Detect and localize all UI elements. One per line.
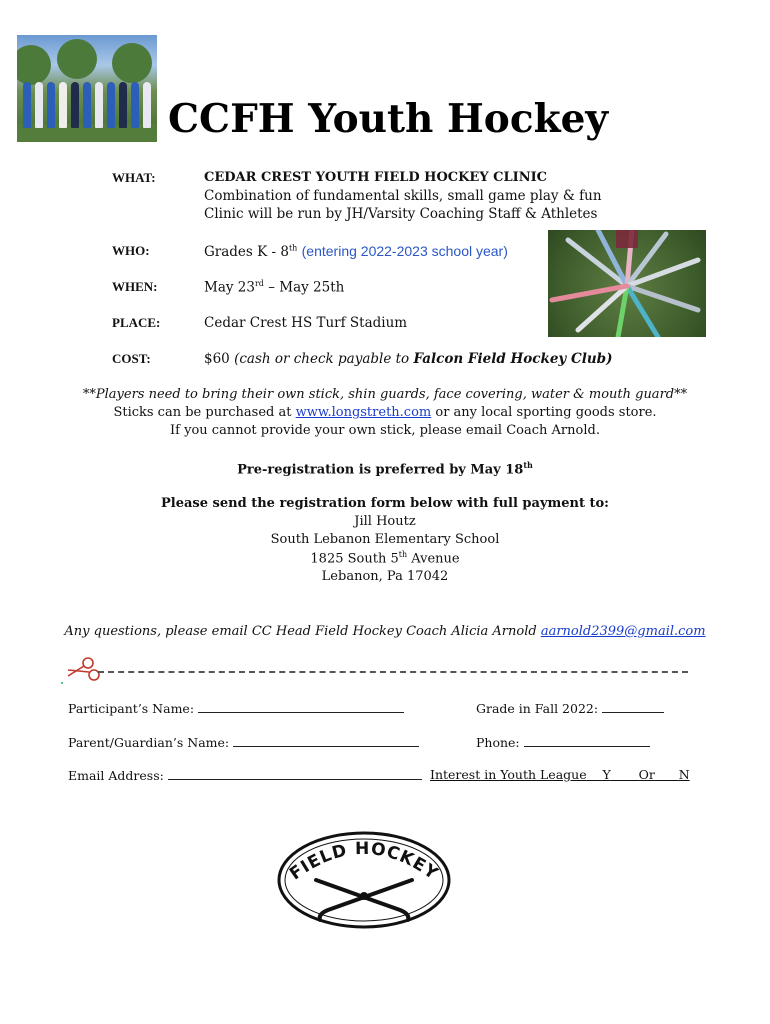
guardian-name-label: Parent/Guardian’s Name: bbox=[68, 735, 230, 750]
who-value bbox=[204, 243, 508, 260]
who-note: (entering 2022-2023 school year) bbox=[301, 243, 508, 259]
phone-label: Phone: bbox=[476, 735, 520, 750]
clinic-name: CEDAR CREST YOUTH FIELD HOCKEY CLINIC bbox=[204, 170, 548, 185]
recipient-school: South Lebanon Elementary School bbox=[270, 532, 500, 547]
cost-label: COST: bbox=[112, 351, 151, 366]
coach-email-link[interactable]: aarnold2399@gmail.com bbox=[540, 624, 706, 639]
player-figure bbox=[59, 82, 67, 128]
who-label: WHO: bbox=[112, 243, 150, 258]
logo-text: FIELD HOCKEY bbox=[286, 838, 442, 885]
sticks-photo bbox=[548, 230, 706, 337]
participant-name-blank[interactable] bbox=[198, 700, 404, 713]
guardian-name-row bbox=[68, 734, 419, 750]
phone-row bbox=[476, 734, 650, 750]
place-label: PLACE: bbox=[112, 315, 161, 330]
email-blank[interactable] bbox=[168, 767, 422, 780]
recipient-street bbox=[0, 550, 770, 566]
cut-line bbox=[98, 671, 688, 673]
grade-label: Grade in Fall 2022: bbox=[476, 701, 599, 716]
who-sup: th bbox=[288, 243, 298, 253]
contact-text: Any questions, please email CC Head Field Hockey Coach Alicia Arnold bbox=[64, 624, 541, 639]
player-figure bbox=[95, 82, 103, 128]
interest-label: Interest in Youth League bbox=[430, 767, 587, 782]
when-label: WHEN: bbox=[112, 279, 158, 294]
when-end: – May 25th bbox=[263, 279, 345, 296]
sticks-suffix: or any local sporting goods store. bbox=[431, 405, 657, 420]
cost-value bbox=[204, 351, 612, 367]
when-sup: rd bbox=[254, 279, 264, 288]
tree-shape bbox=[57, 39, 97, 79]
street-prefix: 1825 South 5 bbox=[310, 551, 399, 567]
cost-note: (cash or check payable to bbox=[234, 351, 414, 367]
player-figure bbox=[83, 82, 91, 128]
cost-amount: $60 bbox=[204, 351, 235, 367]
grade-row bbox=[476, 700, 664, 716]
no-stick-note: If you cannot provide your own stick, please email Coach Arnold. bbox=[170, 423, 600, 438]
phone-blank[interactable] bbox=[524, 734, 650, 747]
sticks-illustration bbox=[548, 230, 706, 337]
team-photo bbox=[17, 35, 157, 142]
what-label: WHAT: bbox=[112, 170, 156, 185]
interest-or: Or bbox=[638, 767, 655, 782]
recipient-name: Jill Houtz bbox=[354, 514, 416, 529]
email-label: Email Address: bbox=[68, 768, 164, 783]
prereg-note bbox=[0, 460, 770, 477]
street-sup: th bbox=[398, 550, 408, 559]
player-figure bbox=[143, 82, 151, 128]
longstreth-link[interactable]: www.longstreth.com bbox=[295, 405, 432, 420]
clinic-description: Combination of fundamental skills, small game play & fun bbox=[204, 188, 602, 204]
prereg-sup: th bbox=[523, 460, 533, 470]
scissors-icon bbox=[60, 656, 100, 684]
sticks-prefix: Sticks can be purchased at bbox=[113, 405, 296, 420]
field-hockey-logo bbox=[276, 830, 452, 930]
tree-shape bbox=[112, 43, 152, 83]
when-start: May 23 bbox=[204, 279, 255, 296]
page-title: CCFH Youth Hockey bbox=[168, 96, 609, 142]
player-figure bbox=[119, 82, 127, 128]
sticks-note bbox=[0, 405, 770, 420]
tree-shape bbox=[17, 45, 51, 85]
when-value bbox=[204, 279, 344, 296]
participant-name-row bbox=[68, 700, 404, 716]
equipment-note: **Players need to bring their own stick, shin guards, face covering, water & mouth guard** bbox=[82, 387, 688, 402]
interest-no[interactable]: N bbox=[678, 767, 690, 782]
street-suffix: Avenue bbox=[407, 551, 460, 567]
player-figure bbox=[131, 82, 139, 128]
contact-line bbox=[0, 624, 770, 639]
player-figure bbox=[47, 82, 55, 128]
player-figure bbox=[71, 82, 79, 128]
player-figure bbox=[107, 82, 115, 128]
guardian-name-blank[interactable] bbox=[233, 734, 419, 747]
recipient-city: Lebanon, Pa 17042 bbox=[321, 569, 449, 584]
interest-row bbox=[430, 767, 690, 782]
player-figure bbox=[23, 82, 31, 128]
who-grades: Grades K - 8 bbox=[204, 244, 289, 260]
prereg-text: Pre-registration is preferred by May 18 bbox=[237, 462, 524, 478]
send-instructions: Please send the registration form below with full payment to: bbox=[161, 496, 609, 511]
place-value: Cedar Crest HS Turf Stadium bbox=[204, 315, 408, 331]
participant-name-label: Participant’s Name: bbox=[68, 701, 195, 716]
grade-blank[interactable] bbox=[602, 700, 664, 713]
interest-yes[interactable]: Y bbox=[602, 767, 611, 782]
email-row bbox=[68, 767, 422, 783]
cost-payee: Falcon Field Hockey Club) bbox=[413, 351, 613, 367]
clinic-staff: Clinic will be run by JH/Varsity Coaching Staff & Athletes bbox=[204, 206, 598, 222]
player-figure bbox=[35, 82, 43, 128]
